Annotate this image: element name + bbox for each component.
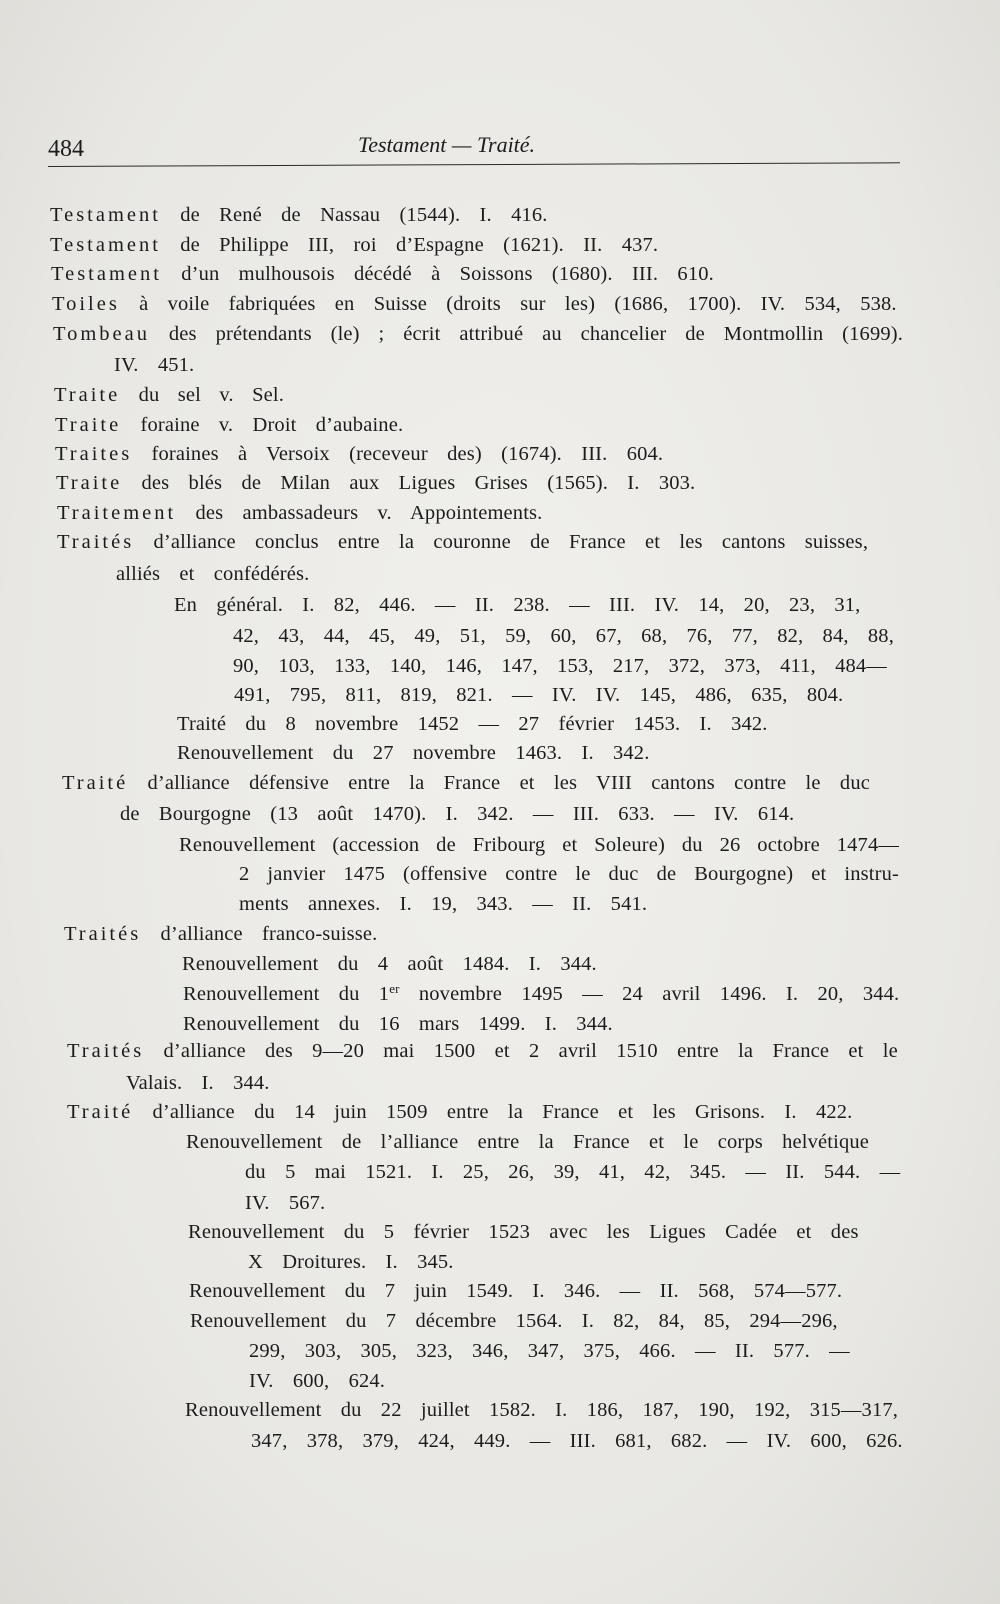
index-line: 90, 103, 133, 140, 146, 147, 153, 217, 372, 373, 411, 484— xyxy=(233,655,887,677)
running-title: Testament — Traité. xyxy=(358,132,536,157)
index-line: 347, 378, 379, 424, 449. — III. 681, 682. — IV. 600, 626. xyxy=(251,1430,903,1452)
index-line: Tombeau des prétendants (le) ; écrit attribué au chancelier de Montmollin (1699). xyxy=(53,323,903,345)
index-line: 299, 303, 305, 323, 346, 347, 375, 466. — II. 577. — xyxy=(249,1340,850,1362)
index-line: Renouvellement du 7 juin 1549. I. 346. — II. 568, 574—577. xyxy=(189,1280,843,1302)
index-line: Testament de Philippe III, roi d’Espagne (1621). II. 437. xyxy=(50,234,659,256)
index-line: Renouvellement du 5 février 1523 avec les Ligues Cadée et des xyxy=(188,1221,859,1243)
index-line: Renouvellement du 27 novembre 1463. I. 342. xyxy=(177,742,650,764)
index-line: Renouvellement du 22 juillet 1582. I. 186, 187, 190, 192, 315—317, xyxy=(185,1399,899,1421)
index-line: En général. I. 82, 446. — II. 238. — III. IV. 14, 20, 23, 31, xyxy=(174,594,861,616)
index-line: Traitement des ambassadeurs v. Appointements. xyxy=(57,502,543,524)
index-line: 491, 795, 811, 819, 821. — IV. IV. 145, 486, 635, 804. xyxy=(234,684,844,706)
index-line: Renouvellement du 4 août 1484. I. 344. xyxy=(182,953,597,975)
index-line: Traités d’alliance franco-suisse. xyxy=(64,923,378,945)
index-line: Traité d’alliance du 14 juin 1509 entre la France et les Grisons. I. 422. xyxy=(67,1101,853,1123)
index-line: Traités d’alliance conclus entre la couronne de France et les cantons suisses, xyxy=(57,531,869,553)
index-line: Renouvellement (accession de Fribourg et Soleure) du 26 octobre 1474— xyxy=(179,834,899,856)
index-line: IV. 451. xyxy=(114,354,195,376)
index-line: Toiles à voile fabriquées en Suisse (droits sur les) (1686, 1700). IV. 534, 538. xyxy=(52,293,897,315)
index-line: Testament d’un mulhousois décédé à Soissons (1680). III. 610. xyxy=(51,263,714,285)
index-line: Traité d’alliance défensive entre la France et les VIII cantons contre le duc xyxy=(62,772,870,794)
index-line: Traite des blés de Milan aux Ligues Grises (1565). I. 303. xyxy=(56,472,696,494)
index-line: Testament de René de Nassau (1544). I. 416. xyxy=(50,204,548,226)
index-line: de Bourgogne (13 août 1470). I. 342. — III. 633. — IV. 614. xyxy=(120,803,795,825)
index-line: IV. 600, 624. xyxy=(249,1370,386,1392)
index-line: Traités d’alliance des 9—20 mai 1500 et 2 avril 1510 entre la France et le xyxy=(67,1040,898,1062)
index-line: 2 janvier 1475 (offensive contre le duc de Bourgogne) et instru- xyxy=(239,863,899,885)
index-line: Traite foraine v. Droit d’aubaine. xyxy=(55,414,404,436)
index-line: Traité du 8 novembre 1452 — 27 février 1453. I. 342. xyxy=(177,713,768,735)
index-line: Valais. I. 344. xyxy=(126,1072,270,1094)
index-line: IV. 567. xyxy=(245,1192,326,1214)
index-line: Renouvellement du 16 mars 1499. I. 344. xyxy=(183,1013,613,1035)
index-line: X Droitures. I. 345. xyxy=(248,1251,454,1273)
index-line: Renouvellement du 7 décembre 1564. I. 82, 84, 85, 294—296, xyxy=(190,1310,838,1332)
index-line: 42, 43, 44, 45, 49, 51, 59, 60, 67, 68, 76, 77, 82, 84, 88, xyxy=(233,625,894,647)
index-line: Traites foraines à Versoix (receveur des) (1674). III. 604. xyxy=(55,443,664,465)
index-line: Renouvellement de l’alliance entre la France et le corps helvétique xyxy=(186,1131,870,1153)
index-line: ments annexes. I. 19, 343. — II. 541. xyxy=(239,893,648,915)
index-line: Traite du sel v. Sel. xyxy=(54,384,284,406)
index-line: du 5 mai 1521. I. 25, 26, 39, 41, 42, 345. — II. 544. — xyxy=(245,1161,901,1183)
index-line: alliés et confédérés. xyxy=(116,563,310,585)
index-line: Renouvellement du 1er novembre 1495 — 24 avril 1496. I. 20, 344. xyxy=(183,981,900,1005)
page-number: 484 xyxy=(48,136,84,162)
